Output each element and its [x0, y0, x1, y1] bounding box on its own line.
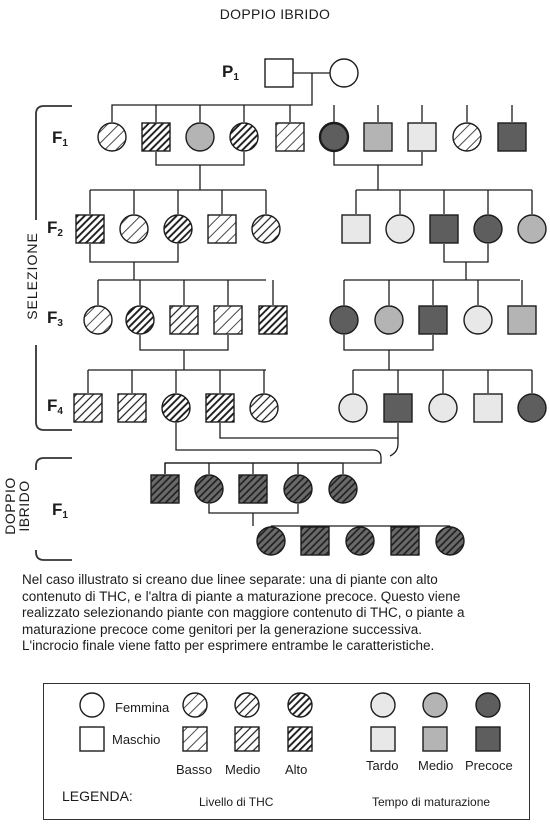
female-plain-symbol: [330, 59, 358, 87]
label-dh-f1-sub: 1: [62, 510, 68, 521]
label-f2-text: F: [47, 218, 58, 237]
male-mat-precoce-symbol: [384, 394, 412, 422]
selezione-bracket-top: [36, 106, 72, 220]
female-double-hybrid-symbol: [195, 475, 223, 503]
male-mat-medio-symbol: [508, 306, 536, 334]
f2-left-offspring-line: [90, 190, 266, 214]
legend-thc-medio-male: [235, 727, 259, 751]
label-f1-sub: 1: [62, 138, 68, 149]
female-thc-medio-symbol: [252, 215, 280, 243]
female-double-hybrid-symbol: [436, 527, 464, 555]
label-p1-sub: 1: [233, 72, 239, 83]
female-double-hybrid-symbol: [257, 527, 285, 555]
male-mat-precoce-symbol: [430, 215, 458, 243]
male-double-hybrid-symbol: [301, 527, 329, 555]
legend-female-label: Femmina: [115, 700, 170, 715]
male-double-hybrid-symbol: [151, 475, 179, 503]
female-mat-precoce-symbol: [518, 394, 546, 422]
legend-male-label: Maschio: [112, 732, 161, 747]
dh1-offspring-line: [165, 463, 343, 474]
legend-thc-alto-male: [288, 727, 312, 751]
f3-left-offspring-line: [98, 280, 273, 305]
legend-thc-medio-label: Medio: [225, 762, 261, 777]
legend-mat-medio-label: Medio: [418, 758, 454, 773]
male-thc-medio-symbol: [170, 306, 198, 334]
male-plain-symbol: [265, 59, 293, 87]
female-thc-basso-symbol: [84, 306, 112, 334]
female-mat-medio-symbol: [518, 215, 546, 243]
label-f1-text: F: [52, 128, 63, 147]
male-thc-basso-symbol: [208, 215, 236, 243]
male-thc-basso-symbol: [214, 306, 242, 334]
f4-right-offspring-line: [353, 370, 532, 393]
female-double-hybrid-symbol: [329, 475, 357, 503]
female-thc-basso-symbol: [98, 123, 126, 151]
male-mat-medio-symbol: [364, 123, 392, 151]
label-f2-sub: 2: [57, 228, 63, 239]
female-mat-precoce-symbol: [330, 306, 358, 334]
legend-mat-tardo-female: [371, 693, 395, 717]
female-thc-basso-symbol: [120, 215, 148, 243]
female-thc-alto-symbol: [162, 394, 190, 422]
legend-mat-precoce-label: Precoce: [465, 758, 513, 773]
f2-right-mating-line: [444, 244, 488, 280]
f3-right-offspring-line: [344, 280, 522, 305]
legend-mat-precoce-male: [476, 727, 500, 751]
female-mat-tardo-symbol: [386, 215, 414, 243]
legend-mat-tardo-male: [371, 727, 395, 751]
legend-title: LEGENDA:: [62, 788, 133, 804]
dh-bracket-top: [36, 458, 72, 470]
legend-mat-medio-female: [423, 693, 447, 717]
f1-left-mating-line: [156, 152, 244, 190]
female-thc-alto-symbol: [164, 215, 192, 243]
legend-male-symbol: [80, 727, 104, 751]
female-mat-tardo-symbol: [339, 394, 367, 422]
f1-right-mating-line: [334, 152, 422, 190]
caption-line: L'incrocio finale viene fatto per esprimere entrambe le caratteristiche.: [22, 638, 435, 653]
male-mat-tardo-symbol: [474, 394, 502, 422]
caption-line: maturazione precoce come genitori per la generazione successiva.: [22, 621, 422, 637]
page-title: DOPPIO IBRIDO: [219, 6, 331, 22]
legend-mat-precoce-female: [476, 693, 500, 717]
f3-right-mating-line: [344, 335, 433, 370]
caption-line: Nel caso illustrato si creano due linee separate: una di piante con alto: [22, 572, 438, 587]
selezione-bracket-bottom: [36, 345, 72, 430]
legend-thc-alto-female: [288, 693, 312, 717]
side-label-ibrido: IBRIDO: [16, 480, 32, 532]
caption-line: contenuto di THC, e l'altra di piante a maturazione precoce. Questo viene: [22, 588, 461, 604]
legend: [43, 683, 530, 820]
male-mat-tardo-symbol: [408, 123, 436, 151]
label-f4-sub: 4: [57, 406, 63, 417]
female-thc-medio-symbol: [250, 394, 278, 422]
caption: [22, 572, 550, 655]
male-thc-alto-symbol: [259, 306, 287, 334]
legend-mat-tardo-label: Tardo: [366, 758, 399, 773]
male-thc-alto-symbol: [76, 215, 104, 243]
dh-cross-line-b: [220, 423, 398, 438]
dh-cross-line-a: [165, 423, 381, 474]
dh-bracket-bottom: [36, 550, 72, 560]
label-f3-text: F: [47, 308, 58, 327]
legend-mat-title: Tempo di maturazione: [372, 795, 491, 809]
female-mat-tardo-symbol: [464, 306, 492, 334]
legend-thc-title: Livello di THC: [199, 795, 274, 809]
female-double-hybrid-symbol: [284, 475, 312, 503]
side-label-selezione: SELEZIONE: [24, 232, 40, 320]
label-dh-f1-text: F: [52, 500, 63, 519]
male-thc-alto-symbol: [206, 394, 234, 422]
male-thc-medio-symbol: [74, 394, 102, 422]
side-label-doppio: DOPPIO: [2, 477, 18, 535]
male-double-hybrid-symbol: [239, 475, 267, 503]
female-thc-alto-symbol: [126, 306, 154, 334]
label-p1-text: P: [222, 62, 234, 81]
female-mat-precoce-symbol: [474, 215, 502, 243]
label-f4-text: F: [47, 396, 58, 415]
caption-line: realizzato selezionando piante con maggiore contenuto di THC, o piante a: [22, 605, 465, 620]
legend-female-symbol: [80, 693, 104, 717]
male-thc-basso-symbol: [276, 123, 304, 151]
female-double-hybrid-symbol: [346, 527, 374, 555]
legend-thc-basso-label: Basso: [176, 762, 213, 777]
male-mat-tardo-symbol: [342, 215, 370, 243]
label-f3-sub: 3: [57, 318, 63, 329]
f3-left-mating-line: [140, 335, 228, 370]
female-mat-precoce-symbol: [320, 123, 348, 151]
male-mat-precoce-symbol: [419, 306, 447, 334]
female-mat-tardo-symbol: [429, 394, 457, 422]
legend-thc-medio-female: [235, 693, 259, 717]
female-mat-medio-symbol: [186, 123, 214, 151]
female-thc-alto-symbol: [230, 123, 258, 151]
p1-offspring-line: [112, 73, 512, 122]
f2-left-mating-line: [90, 244, 178, 280]
female-mat-medio-symbol: [375, 306, 403, 334]
female-thc-basso-symbol: [453, 123, 481, 151]
legend-thc-alto-label: Alto: [285, 762, 308, 777]
male-mat-precoce-symbol: [498, 123, 526, 151]
male-thc-medio-symbol: [118, 394, 146, 422]
male-double-hybrid-symbol: [391, 527, 419, 555]
male-thc-alto-symbol: [142, 123, 170, 151]
dh1-mating-line: [209, 504, 298, 526]
dh-cross-line-c: [390, 438, 398, 456]
legend-mat-medio-male: [423, 727, 447, 751]
f2-right-offspring-line: [356, 190, 532, 214]
pedigree-symbols: [74, 59, 546, 555]
f4-left-offspring-line: [88, 370, 266, 393]
legend-thc-basso-female: [183, 693, 207, 717]
legend-thc-basso-male: [183, 727, 207, 751]
